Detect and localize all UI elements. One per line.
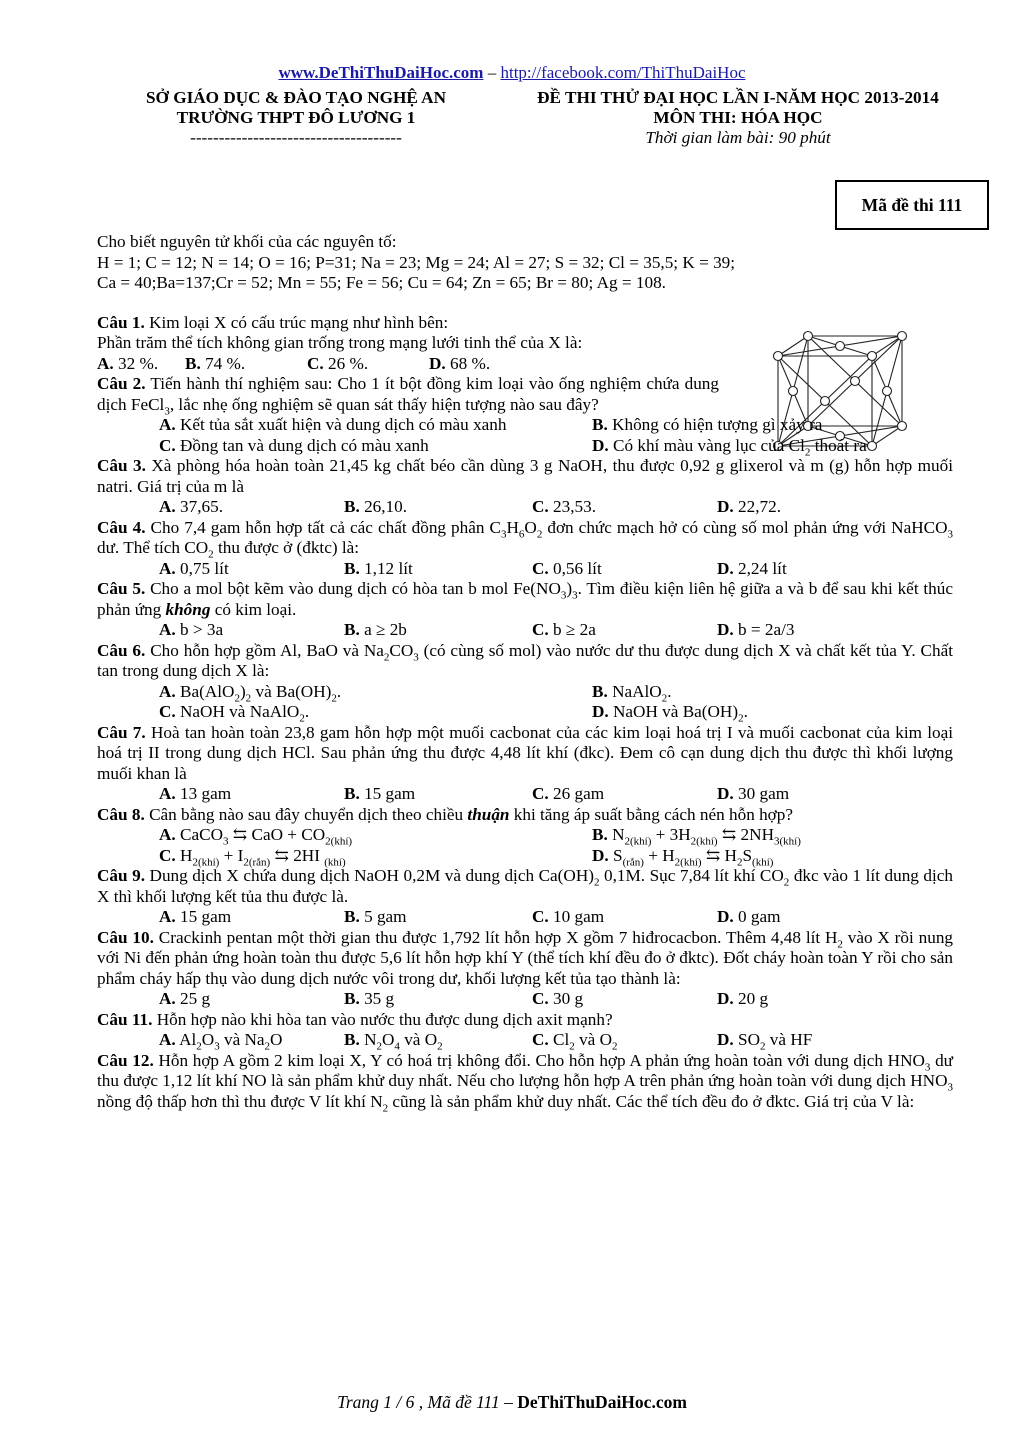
atomic-mass-line-2: Ca = 40;Ba=137;Cr = 52; Mn = 55; Fe = 56; Cu = 64; Zn = 65; Br = 80; Ag = 108.	[97, 273, 666, 292]
option-b[interactable]: B. a ≥ 2b	[344, 620, 407, 639]
option-d[interactable]: D. 68 %.	[429, 353, 491, 373]
option-c[interactable]: C. NaOH và NaAlO$_2$.	[159, 702, 310, 725]
option-c[interactable]: C. $H_{2(khí)} + I_{2(rắn)}$ ⇆ 2HI $_{(khí)}$	[159, 845, 346, 868]
question-11-options	[97, 1030, 953, 1051]
question-9: Câu 9. Dung dịch X chứa dung dịch NaOH 0,2M và dung dịch $Ca(OH)_2$ 0,1M. Sục 7,84 lít khí $CO_2$ đkc vào 1 lít dung dịch X thì khối lượng kết tủa thu được là.	[97, 866, 954, 906]
option-d[interactable]: D. 20 g	[717, 989, 769, 1008]
question-6-options	[97, 682, 953, 723]
question-2-options	[97, 415, 953, 456]
option-a[interactable]: A. 15 gam	[159, 907, 232, 926]
option-a[interactable]: A. $Al_2O_3$ và $Na_2O$	[159, 1030, 283, 1053]
option-c[interactable]: C. 30 g	[532, 989, 584, 1008]
option-b[interactable]: B. 26,10.	[344, 497, 408, 516]
question-3-options	[97, 497, 953, 518]
facebook-link[interactable]: http://facebook.com/ThiThuDaiHoc	[500, 63, 746, 82]
footer-text: Trang 1 / 6 , Mã đề 111 –	[337, 1392, 518, 1412]
option-a[interactable]: A. 0,75 lít	[159, 558, 229, 578]
header-left	[96, 88, 496, 148]
option-d[interactable]: D. 22,72.	[717, 497, 781, 516]
top-links	[0, 63, 1024, 83]
option-b[interactable]: B. 74 %.	[185, 353, 246, 373]
option-b[interactable]: B. 1,12 lít	[344, 558, 413, 578]
exam-title: ĐỀ THI THỬ ĐẠI HỌC LẦN I-NĂM HỌC 2013-2014	[537, 88, 939, 107]
link-separator: –	[487, 63, 497, 82]
option-c[interactable]: C. 10 gam	[532, 907, 605, 926]
option-b[interactable]: B. $N_2O_4$ và $O_2$	[344, 1030, 443, 1053]
question-4-options	[97, 559, 953, 580]
option-b[interactable]: B. NaAlO$_2$.	[592, 681, 672, 704]
option-a[interactable]: A. b > 3a	[159, 620, 224, 639]
page-footer	[0, 1392, 1024, 1413]
option-c[interactable]: C. 23,53.	[532, 497, 596, 516]
question-6: Câu 6. Cho hỗn hợp gồm Al, BaO và $Na_2CO_3$ (có cùng số mol) vào nước dư thu được dung dịch X và chất kết tủa Y. Chất tan trong dung dịch X là:	[97, 640, 953, 680]
question-text-2: Phần trăm thể tích không gian trống trong mạng lưới tinh thể của X là:	[97, 333, 583, 352]
option-a[interactable]: A. 32 %.	[97, 353, 159, 373]
option-a[interactable]: A. 25 g	[159, 989, 211, 1008]
option-d[interactable]: D. 30 gam	[717, 784, 790, 803]
option-c[interactable]: C. $Cl_2$ và $O_2$	[532, 1030, 618, 1053]
question-8: Câu 8. Cân bằng nào sau đây chuyển dịch theo chiều thuận khi tăng áp suất bằng cách nén hỗn hợp?	[97, 804, 793, 824]
atomic-mass-intro: Cho biết nguyên tử khối của các nguyên tố:	[97, 232, 397, 251]
question-label: Câu 2.	[97, 374, 146, 393]
question-10: Câu 10. Crackinh pentan một thời gian thu được 1,792 lít hỗn hợp X gồm 7 hiđrocacbon. Thêm 4,48 lít $H_2$ vào X rồi nung với Ni đến phản ứng hoàn toàn thu được 5,6 lít hỗn hợp khí Y (thể tích khí đều đo ở đktc). Đốt cháy hoàn toàn Y rồi cho sản phẩm cháy hấp thụ vào dung dịch nước vôi trong dư, khối lượng kết tủa tạo thành là:	[97, 927, 954, 988]
question-4: Câu 4. Cho 7,4 gam hỗn hợp tất cả các chất đồng phân $C_3H_6O_2$ đơn chức mạch hở có cùng số mol phản ứng với NaHCO$_3$ dư. Thể tích $CO_2$ thu được ở (đktc) là:	[97, 517, 954, 561]
question-3: Câu 3. Xà phòng hóa hoàn toàn 21,45 kg chất béo cần dùng 3 g NaOH, thu được 0,92 g glixerol và m (g) hỗn hợp muối natri. Giá trị của m là	[97, 456, 953, 496]
option-c[interactable]: C. 26 gam	[532, 784, 605, 803]
footer-site: DeThiThuDaiHoc.com	[517, 1392, 687, 1412]
atomic-mass-line-1: H = 1; C = 12; N = 14; O = 16; P=31; Na = 23; Mg = 24; Al = 27; S = 32; Cl = 35,5; K = 39;	[97, 252, 736, 272]
option-c[interactable]: C. b ≥ 2a	[532, 620, 596, 639]
option-d[interactable]: D. 0 gam	[717, 907, 781, 926]
exam-duration: Thời gian làm bài: 90 phút	[645, 128, 831, 147]
option-c[interactable]: C. 26 %.	[307, 353, 369, 373]
question-5-options	[97, 620, 953, 641]
question-7-options	[97, 784, 953, 805]
question-1: Câu 1. Kim loại X có cấu trúc mạng như hình bên: Phần trăm thể tích không gian trống trong mạng lưới tinh thể của X là: A. 32 %. B. 74 %. C. 26 %. D. 68 %. Câu 2. Tiến hành thí nghiệm sau: Cho 1 ít bột đồng kim loại vào ống nghiệm chứa dung dịch FeCl$_3$, lắc nhẹ ống nghiệm sẽ quan sát thấy hiện tượng nào sau đây?	[97, 312, 719, 417]
header-divider: -------------------------------------	[190, 128, 402, 147]
question-text: Kim loại X có cấu trúc mạng như hình bên:	[149, 312, 449, 332]
department-name: SỞ GIÁO DỤC & ĐÀO TẠO NGHỆ AN	[145, 88, 447, 107]
option-b[interactable]: B. 15 gam	[344, 784, 416, 803]
question-label: Câu 1.	[97, 312, 145, 332]
option-d[interactable]: D. 2,24 lít	[717, 558, 787, 578]
school-name: TRƯỜNG THPT ĐÔ LƯƠNG 1	[176, 108, 416, 127]
option-b[interactable]: B. Không có hiện tượng gì xảy ra	[592, 415, 823, 434]
option-b[interactable]: B. $N_{2(khí)} + 3H_{2(khí)}$ ⇆ $2NH_{3(khí)}$	[592, 825, 801, 848]
question-10-options	[97, 989, 953, 1010]
option-c[interactable]: C. 0,56 lít	[532, 558, 602, 578]
site-link[interactable]: www.DeThiThuDaiHoc.com	[278, 63, 484, 82]
exam-code: Mã đề thi 111	[861, 194, 963, 215]
exam-code-box	[835, 180, 989, 230]
question-12: Câu 12. Hỗn hợp A gồm 2 kim loại X, Y có hoá trị không đổi. Cho hỗn hợp A phản ứng hoàn toàn với dung dịch $HNO_3$ dư thu được 1,12 lít khí NO là sản phẩm khử duy nhất. Nếu cho lượng hỗn hợp A trên phản ứng hoàn toàn với dung dịch $HNO_3$ nồng độ thấp hơn thì thu được V lít khí $N_2$ cũng là sản phẩm khử duy nhất. Các thể tích đều đo ở đktc. Giá trị của V là:	[97, 1050, 953, 1114]
option-d[interactable]: D. NaOH và $Ba(OH)_2$.	[592, 702, 748, 725]
option-a[interactable]: A. $Ba(AlO_2)_2$ và $Ba(OH)_2$.	[159, 681, 342, 704]
option-d[interactable]: D. $SO_2$ và HF	[717, 1030, 813, 1053]
question-5: Câu 5. Cho a mol bột kẽm vào dung dịch có hòa tan b mol $Fe(NO_3)_3$. Tìm điều kiện liên hệ giữa a và b để sau khi kết thúc phản ứng không có kim loại.	[97, 579, 953, 619]
option-b[interactable]: B. 35 g	[344, 989, 395, 1008]
question-7: Câu 7. Hoà tan hoàn toàn 23,8 gam hỗn hợp một muối cacbonat của các kim loại hoá trị I và muối cacbonat của kim loại hoá trị II trong dung dịch HCl. Sau phản ứng thu được 4,48 lít khí (đkc). Đem cô cạn dung dịch thu được thì khối lượng muối khan là	[97, 722, 953, 783]
option-d[interactable]: D. Có khí màu vàng lục của $Cl_2$ thoát ra	[592, 435, 867, 458]
option-a[interactable]: A. Kết tủa sắt xuất hiện và dung dịch có màu xanh	[159, 415, 507, 434]
option-d[interactable]: D. b = 2a/3	[717, 620, 795, 639]
option-a[interactable]: A. CaCO$_3$ ⇆ CaO + $CO_{2(khí)}$	[159, 825, 353, 848]
question-text: Tiến hành thí nghiệm sau: Cho 1 ít bột đồng kim loại vào ống nghiệm chứa dung dịch FeCl	[97, 374, 719, 414]
question-9-options	[97, 907, 953, 928]
exam-subject: MÔN THI: HÓA HỌC	[653, 108, 823, 127]
question-11: Câu 11. Hỗn hợp nào khi hòa tan vào nước thu được dung dịch axit mạnh?	[97, 1009, 613, 1029]
option-d[interactable]: D. $S_{(rắn)} + H_{2(khí)}$ ⇆ $H_2S_{(khí)}$	[592, 845, 774, 868]
option-c[interactable]: C. Đồng tan và dung dịch có màu xanh	[159, 435, 429, 455]
option-b[interactable]: B. 5 gam	[344, 907, 407, 926]
exam-body	[97, 232, 953, 1112]
question-8-options	[97, 825, 953, 866]
header-right	[488, 88, 988, 148]
option-a[interactable]: A. 13 gam	[159, 784, 232, 803]
option-a[interactable]: A. 37,65.	[159, 497, 223, 516]
